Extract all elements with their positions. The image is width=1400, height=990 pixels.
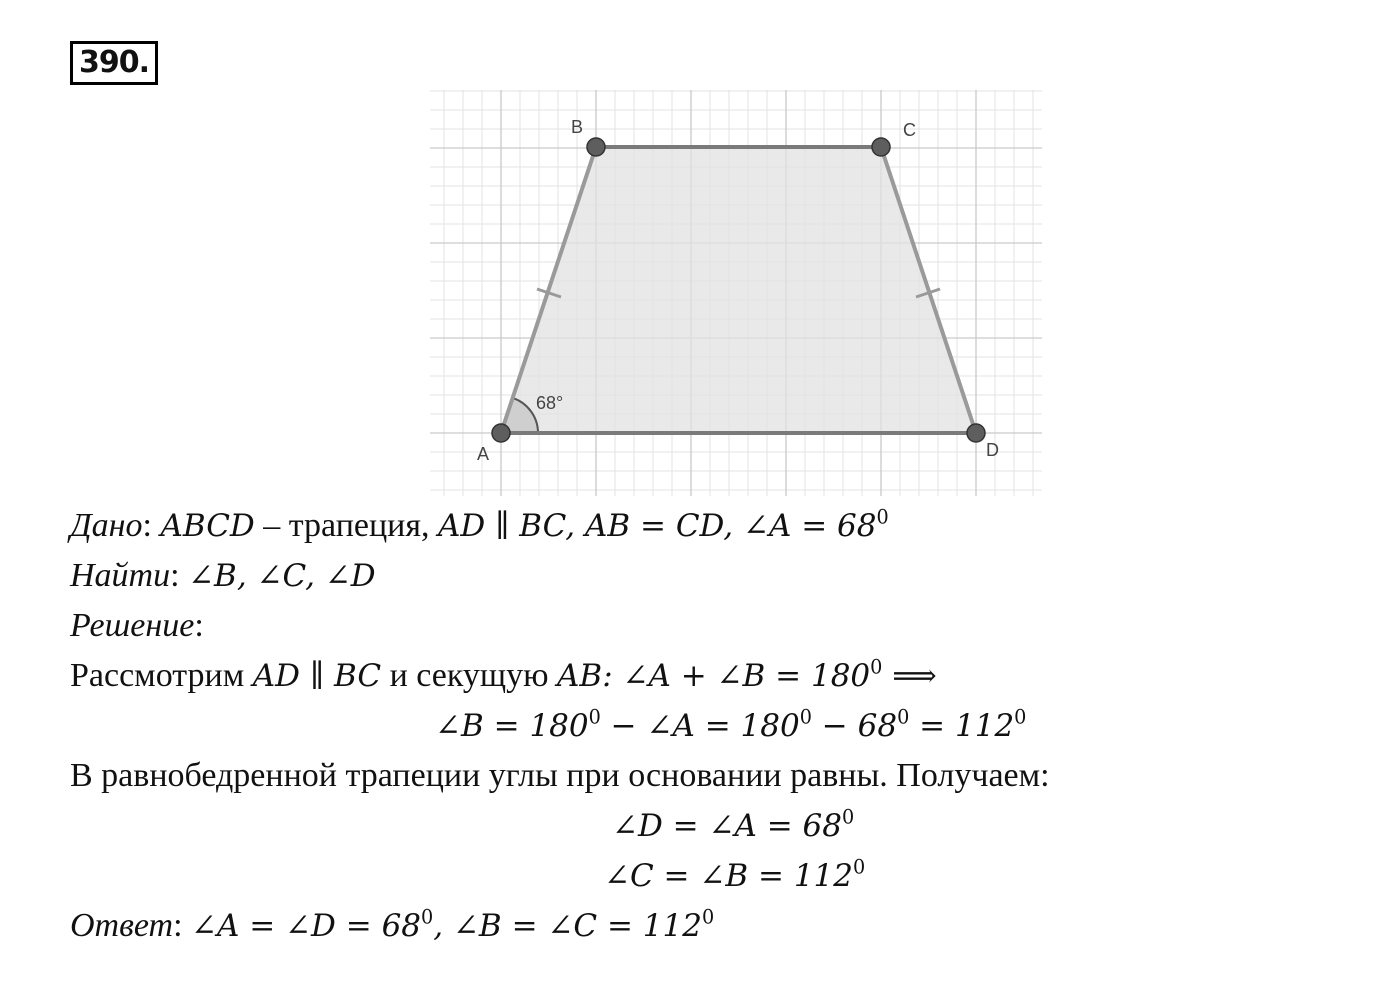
vertex-label-c: C: [903, 120, 916, 140]
angle-label: 68°: [536, 393, 564, 413]
given-line: Дано: ABCD – трапеция, AD ∥ BC, AB = CD, ∠A = $68^0$: [70, 505, 889, 544]
step1-text-a: Рассмотрим: [70, 657, 253, 694]
step2-s1: 0: [588, 705, 601, 729]
step1-text-b: и секущую: [381, 657, 558, 694]
find-value: ∠B, ∠C, ∠D: [188, 558, 376, 594]
step2-s3: 0: [897, 705, 910, 729]
step4-m: ∠D = ∠A = 68: [612, 808, 843, 844]
step4-line: [612, 804, 854, 848]
step2-m3: − 68: [811, 708, 898, 744]
solution-line: Решение:: [70, 607, 204, 644]
given-text: – трапеция,: [254, 507, 439, 544]
find-label: Найти: [70, 557, 171, 594]
given-degree-sup: 0: [876, 505, 889, 529]
vertex-c: [872, 138, 890, 156]
solution-label: Решение: [70, 607, 195, 644]
step2-s4: 0: [1014, 705, 1027, 729]
vertex-a: [492, 424, 510, 442]
step2-m4: = 112: [909, 708, 1015, 744]
step2-m1: ∠B = 180: [435, 708, 589, 744]
step1-math-a: AD ∥ BC: [252, 658, 382, 694]
given-conditions: [438, 505, 889, 544]
problem-number: 390.: [70, 41, 158, 85]
step2-line: [435, 704, 1026, 748]
step3-line: В равнобедренной трапеции углы при основании равны. Получаем:: [70, 757, 1050, 794]
step4-s: 0: [842, 805, 855, 829]
step5-line: [604, 854, 865, 898]
step4-formula: [612, 805, 855, 844]
step5-s: 0: [852, 855, 866, 879]
find-line: Найти: ∠B, ∠C, ∠D: [70, 557, 376, 594]
vertex-d: [967, 424, 985, 442]
step1-arrow: ⟹: [882, 658, 937, 694]
step5-formula: [604, 855, 866, 894]
step1-math-c-text: : ∠A + ∠B = 180: [602, 658, 871, 694]
answer-formula: [191, 905, 715, 944]
step1-sup: 0: [870, 655, 883, 679]
answer-label: Ответ: [70, 907, 174, 944]
step2-s2: 0: [799, 705, 812, 729]
step2-formula: [435, 705, 1027, 744]
answer-line: Ответ: ∠A = ∠D = $68^0$, ∠B = ∠C = $112^0$: [70, 905, 715, 944]
vertex-label-d: D: [986, 440, 999, 460]
given-conditions-text: AD ∥ BC, AB = CD, ∠A = 68: [438, 508, 877, 544]
vertex-label-b: B: [571, 117, 584, 137]
step1-math-b: AB: [557, 658, 603, 694]
answer-m1: ∠A = ∠D = 68: [191, 908, 422, 944]
answer-m2: , ∠B = ∠C = 112: [433, 908, 702, 944]
step1-math-c: [602, 655, 937, 694]
step2-m2: − ∠A = 180: [600, 708, 800, 744]
trapezoid-fill: [501, 147, 976, 433]
given-label: Дано: [70, 507, 143, 544]
vertex-label-a: A: [477, 444, 490, 464]
answer-s1: 0: [421, 905, 434, 929]
step5-m: ∠C = ∠B = 112: [604, 858, 853, 894]
step1-line: [70, 654, 937, 698]
trapezoid-figure: [430, 90, 1042, 496]
given-figure-name: ABCD: [160, 508, 255, 544]
vertex-b: [587, 138, 605, 156]
answer-s2: 0: [701, 905, 715, 929]
